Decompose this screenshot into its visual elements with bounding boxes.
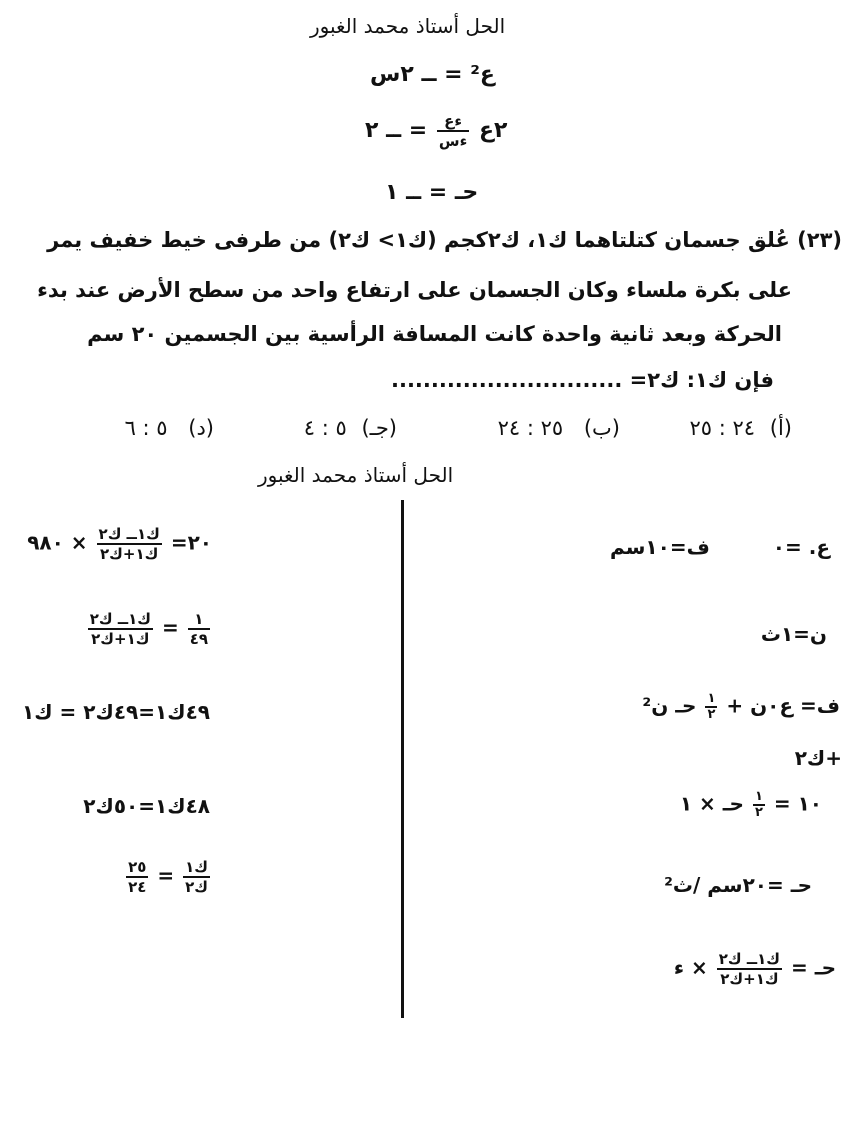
derivative-numerator: ءع [437,112,469,132]
left-fraction-1-denominator: ك١+ك٢ [100,545,159,563]
equation-line-2 [365,112,507,150]
right-step-6-b: × ء [673,955,708,980]
right-step-1 [610,535,830,559]
derivative-fraction [437,112,469,150]
left-step-1-b: × ٩٨٠ [27,530,88,555]
right-step-4 [680,790,822,820]
half-fraction [705,692,717,722]
right-step-1-b: ف=١٠سم [610,535,710,559]
option-a-label: (أ) [769,416,792,440]
right-step-3-b: حـ ن² [642,693,697,718]
left-fraction-5a-numerator: ك١ [185,858,208,876]
half-denominator: ٢ [707,707,716,722]
solution-title: الحل أستاذ محمد الغبور [310,14,506,38]
mass-ratio-fraction [717,950,782,988]
left-fraction-5b [126,858,148,896]
left-step-3: ٤٩ك١=٤٩ك٢ = ك١ [22,700,210,724]
right-step-1-a: ع. =٠ [772,535,830,559]
left-step-1-a: ٢٠= [170,530,212,555]
option-d [125,416,214,440]
question-line-4: فإن ك١: ك٢= ............................. [390,368,774,392]
right-step-4-b: حـ × ١ [679,791,744,816]
left-fraction-5a [183,858,210,896]
left-step-5 [124,858,212,896]
question-line-3: الحركة وبعد ثانية واحدة كانت المسافة الرأسية بين الجسمين ٢٠ سم [87,322,782,346]
left-fraction-1 [97,525,162,563]
right-step-3-extra: +ك٢ [794,746,842,770]
option-c-value: ٥ : ٤ [303,416,347,440]
equation-line-2-right: = ــ ٢ [365,118,428,143]
left-fraction-2b-numerator: ك١ــ ك٢ [89,610,151,628]
half-fraction-2 [753,790,765,820]
left-step-4: ٤٨ك١=٥٠ك٢ [83,794,210,818]
left-step-1 [27,525,212,563]
option-d-label: (د) [188,416,214,440]
half-numerator: ١ [707,691,716,706]
left-step-2 [86,610,212,648]
right-step-3 [642,692,840,722]
left-fraction-2a-denominator: ٤٩ [189,630,208,648]
right-step-3-a: ف= ع٠ن + [726,693,840,718]
right-step-5: حـ =٢٠سم /ث² [664,873,812,897]
option-b [498,416,620,440]
option-b-label: (ب) [583,416,620,440]
option-b-value: ٢٥ : ٢٤ [497,416,564,440]
option-d-value: ٥ : ٦ [124,416,168,440]
left-fraction-2b [88,610,153,648]
derivative-denominator: ءس [438,132,468,150]
left-fraction-1-numerator: ك١ــ ك٢ [98,525,160,543]
left-fraction-5b-numerator: ٢٥ [128,858,147,876]
mass-ratio-numerator: ك١ــ ك٢ [718,950,781,968]
question-line-2: على بكرة ملساء وكان الجسمان على ارتفاع واحد من سطح الأرض عند بدء [37,278,792,302]
right-step-6-a: حـ = [791,955,836,980]
half-denominator-2: ٢ [754,805,763,820]
option-c [304,416,397,440]
equation-line-1: ع² = ــ ٢س [370,62,495,87]
option-a-value: ٢٤ : ٢٥ [689,416,756,440]
left-step-5-eq: = [157,863,175,888]
left-fraction-5b-denominator: ٢٤ [128,878,147,896]
right-step-6 [674,950,836,988]
column-divider [401,500,404,1018]
question-line-1: (٢٣) عُلق جسمان كتلتاهما ك١، ك٢كجم (ك١> ك٢) من طرفى خيط خفيف يمر [47,228,842,252]
equation-line-2-left: ٢ع [478,118,508,143]
option-c-label: (جـ) [361,416,397,440]
left-step-2-eq: = [161,615,179,640]
left-fraction-2a [188,610,210,648]
mass-ratio-denominator: ك١+ك٢ [720,970,779,988]
half-numerator-2: ١ [754,789,763,804]
left-fraction-5a-denominator: ك٢ [185,878,208,896]
right-step-4-a: ١٠ = [773,791,822,816]
left-fraction-2a-numerator: ١ [188,610,210,630]
solution-title-2: الحل أستاذ محمد الغبور [258,463,454,487]
left-fraction-2b-denominator: ك١+ك٢ [91,630,150,648]
option-a [690,416,792,440]
right-step-2: ن=١ث [760,622,827,646]
equation-line-3: حـ = ــ ١ [385,180,479,205]
